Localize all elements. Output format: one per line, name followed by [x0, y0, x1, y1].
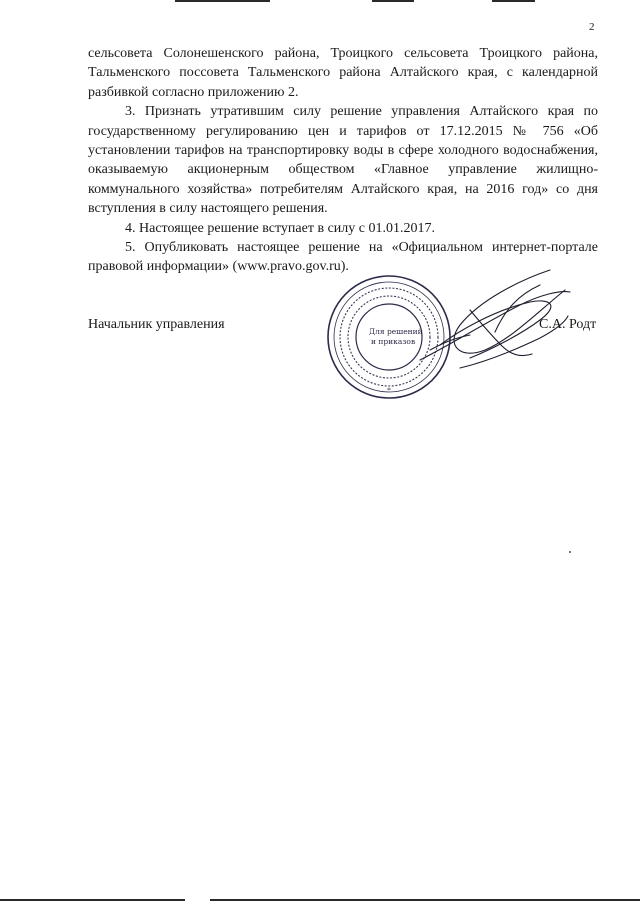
scan-edge-line: [175, 0, 270, 2]
signatory-name: С.А. Родт: [539, 317, 597, 332]
stamp-inner-line2: и приказов: [371, 337, 416, 346]
star-icon: *: [387, 386, 391, 395]
scan-edge-line: [372, 0, 414, 2]
paragraph-item-3: 3. Признать утратившим силу решение управления Алтайского края по государственному регулированию цен и тарифов от 17.12.2015 № 756 «Об установлении тарифов на транспортировку воды в сфере холодного водоснабжения, оказываемую акционерным обществом «Главное управление жилищно-коммунального хозяйства» потребителям Алтайского края, на 2016 год» со дня вступления в силу настоящего решения.: [88, 104, 598, 217]
paragraph-item-4: 4. Настоящее решение вступает в силу с 01.01.2017.: [125, 220, 435, 236]
stamp-inner-line1: Для решений: [369, 327, 423, 336]
paragraph-item-5: 5. Опубликовать настоящее решение на «Официальном интернет-портале правовой информации» (www.pravo.gov.ru).: [88, 240, 598, 275]
paragraph-continuation: сельсовета Солонешенского района, Троицкого сельсовета Троицкого района, Тальменского поссовета Тальменского района Алтайского края, с календарной разбивкой согласно приложению 2.: [88, 46, 598, 100]
page-number: 2: [589, 21, 595, 33]
signatory-position: Начальник управления: [88, 317, 225, 332]
scan-edge-line: [0, 899, 185, 901]
body-text: [88, 44, 598, 277]
scan-edge-line: [492, 0, 535, 2]
handwritten-signature: [400, 250, 580, 390]
scan-speck: [569, 551, 571, 553]
scan-edge-line: [210, 899, 640, 901]
